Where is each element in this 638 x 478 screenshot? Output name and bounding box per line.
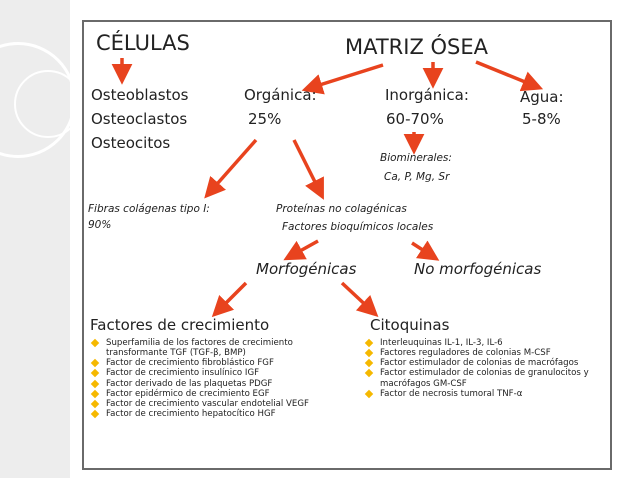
water-pct: 5-8%	[522, 110, 561, 128]
arrow-organic	[310, 65, 383, 88]
list-item: Factor de crecimiento insulínico IGF	[90, 368, 344, 378]
morphogenic-label: Morfogénicas	[256, 260, 357, 278]
bullet-icon	[91, 400, 99, 408]
bullet-icon	[91, 389, 99, 397]
list-item: Factor de crecimiento hepatocítico HGF	[90, 409, 344, 419]
arrow-noncollagen	[294, 140, 320, 192]
list-item: Factor estimulador de colonias de macrófagos	[364, 358, 594, 368]
bullet-icon	[91, 359, 99, 367]
cell-osteoblastos: Osteoblastos	[91, 86, 189, 104]
organic-pct: 25%	[248, 110, 282, 128]
arrow-nonmorphogenic	[412, 243, 432, 256]
list-item: Factor epidérmico de crecimiento EGF	[90, 389, 344, 399]
bullet-icon	[365, 359, 373, 367]
list-item: Factor de crecimiento fibroblástico FGF	[90, 358, 344, 368]
list-item: Factor derivado de las plaquetas PDGF	[90, 379, 344, 389]
bullet-icon	[365, 349, 373, 357]
arrow-water	[476, 62, 535, 86]
cytokines-list	[364, 338, 594, 399]
organic-label: Orgánica:	[244, 86, 317, 104]
growth-factors-title: Factores de crecimiento	[90, 316, 270, 334]
arrow-growth-factors	[218, 283, 246, 311]
bullet-icon	[365, 389, 373, 397]
bullet-icon	[365, 339, 373, 347]
bullet-icon	[91, 369, 99, 377]
list-item: Factores reguladores de colonias M-CSF	[364, 348, 594, 358]
bullet-icon	[91, 379, 99, 387]
cell-osteocitos: Osteocitos	[91, 134, 171, 152]
list-item: Superfamilia de los factores de crecimiento transformante TGF (TGF-β, BMP)	[90, 338, 344, 358]
bullet-icon	[91, 339, 99, 347]
list-item: Factor de crecimiento vascular endotelial VEGF	[90, 399, 344, 409]
collagen-line1: Fibras colágenas tipo I:	[88, 203, 210, 215]
matrix-title: MATRIZ ÓSEA	[345, 35, 489, 59]
bullet-icon	[365, 369, 373, 377]
noncollagen-line2: Factores bioquímicos locales	[282, 221, 434, 233]
biominerals-elements: Ca, P, Mg, Sr	[384, 171, 450, 183]
cell-osteoclastos: Osteoclastos	[91, 110, 188, 128]
bullet-icon	[91, 410, 99, 418]
list-item: Factor de necrosis tumoral TNF-α	[364, 389, 594, 399]
arrow-collagen	[210, 140, 256, 192]
biominerals-label: Biominerales:	[380, 152, 452, 164]
cells-title: CÉLULAS	[96, 31, 190, 55]
water-label: Agua:	[520, 88, 564, 106]
inorganic-label: Inorgánica:	[385, 86, 469, 104]
arrow-morphogenic	[291, 241, 318, 256]
growth-factors-list	[90, 338, 344, 419]
cytokines-title: Citoquinas	[370, 316, 450, 334]
nonmorphogenic-label: No morfogénicas	[414, 260, 542, 278]
list-item: Factor estimulador de colonias de granulocitos y macrófagos GM-CSF	[364, 368, 594, 388]
inorganic-pct: 60-70%	[386, 110, 444, 128]
list-item: Interleuquinas IL-1, IL-3, IL-6	[364, 338, 594, 348]
arrow-cytokines	[342, 283, 372, 311]
noncollagen-line1: Proteínas no colagénicas	[276, 203, 407, 215]
collagen-line2: 90%	[88, 219, 112, 231]
